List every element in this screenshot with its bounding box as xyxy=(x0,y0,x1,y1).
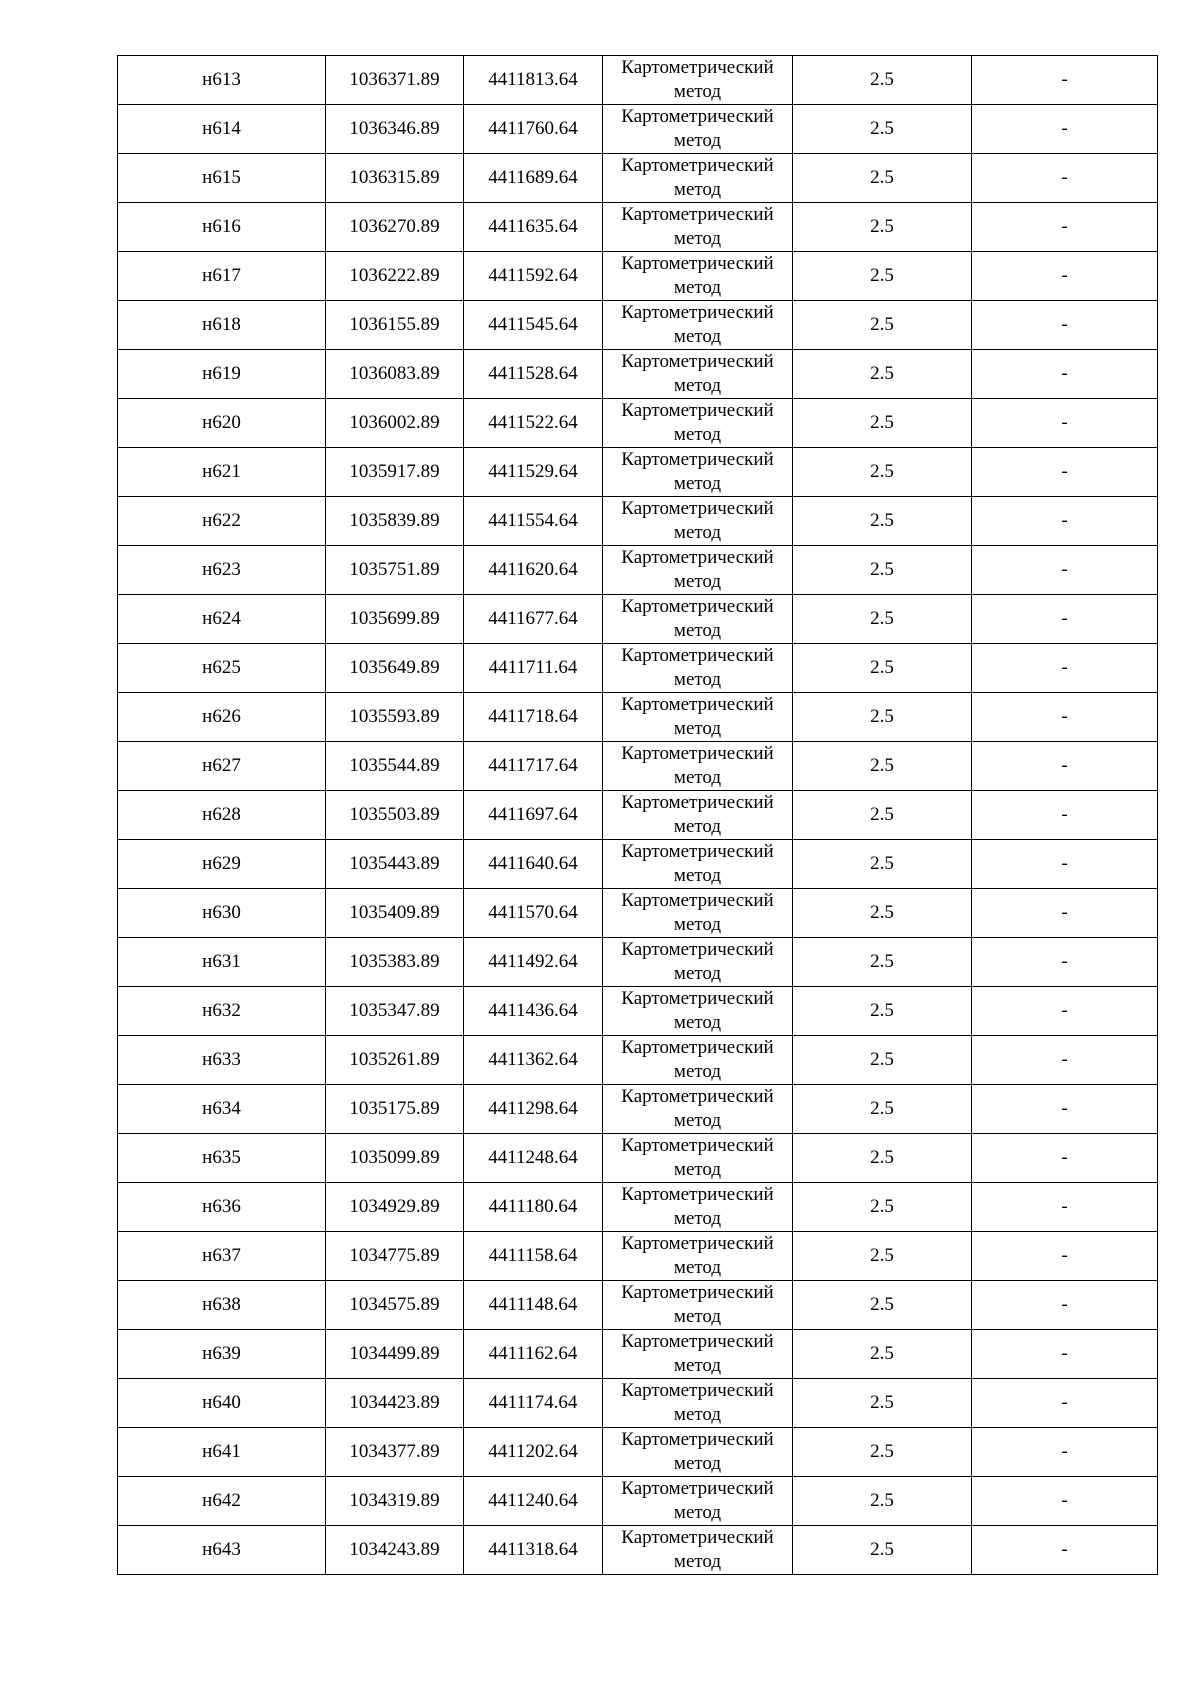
note-cell: - xyxy=(972,595,1158,644)
accuracy-cell: 2.5 xyxy=(793,1330,972,1379)
y-coordinate-cell: 4411298.64 xyxy=(464,1085,603,1134)
table-row xyxy=(118,595,1158,644)
table-row xyxy=(118,203,1158,252)
y-coordinate-cell: 4411148.64 xyxy=(464,1281,603,1330)
x-coordinate-cell: 1035699.89 xyxy=(326,595,464,644)
method-cell: Картометрический метод xyxy=(603,1232,793,1281)
point-number-cell: н643 xyxy=(118,1526,326,1575)
table-row xyxy=(118,1526,1158,1575)
x-coordinate-cell: 1035383.89 xyxy=(326,938,464,987)
table-row xyxy=(118,448,1158,497)
x-coordinate-cell: 1036315.89 xyxy=(326,154,464,203)
accuracy-cell: 2.5 xyxy=(793,301,972,350)
note-cell: - xyxy=(972,693,1158,742)
y-coordinate-cell: 4411717.64 xyxy=(464,742,603,791)
accuracy-cell: 2.5 xyxy=(793,105,972,154)
accuracy-cell: 2.5 xyxy=(793,203,972,252)
table-row xyxy=(118,1183,1158,1232)
table-row xyxy=(118,693,1158,742)
note-cell: - xyxy=(972,742,1158,791)
note-cell: - xyxy=(972,1477,1158,1526)
y-coordinate-cell: 4411570.64 xyxy=(464,889,603,938)
accuracy-cell: 2.5 xyxy=(793,742,972,791)
method-cell: Картометрический метод xyxy=(603,1183,793,1232)
table-row xyxy=(118,644,1158,693)
table-row xyxy=(118,252,1158,301)
y-coordinate-cell: 4411158.64 xyxy=(464,1232,603,1281)
x-coordinate-cell: 1036155.89 xyxy=(326,301,464,350)
x-coordinate-cell: 1034377.89 xyxy=(326,1428,464,1477)
method-cell: Картометрический метод xyxy=(603,693,793,742)
x-coordinate-cell: 1035751.89 xyxy=(326,546,464,595)
table-row xyxy=(118,1232,1158,1281)
note-cell: - xyxy=(972,889,1158,938)
y-coordinate-cell: 4411635.64 xyxy=(464,203,603,252)
point-number-cell: н634 xyxy=(118,1085,326,1134)
method-cell: Картометрический метод xyxy=(603,742,793,791)
method-cell: Картометрический метод xyxy=(603,1134,793,1183)
x-coordinate-cell: 1035593.89 xyxy=(326,693,464,742)
accuracy-cell: 2.5 xyxy=(793,448,972,497)
method-cell: Картометрический метод xyxy=(603,1379,793,1428)
accuracy-cell: 2.5 xyxy=(793,1379,972,1428)
table-row xyxy=(118,840,1158,889)
table-row xyxy=(118,791,1158,840)
x-coordinate-cell: 1036083.89 xyxy=(326,350,464,399)
y-coordinate-cell: 4411813.64 xyxy=(464,56,603,105)
point-number-cell: н622 xyxy=(118,497,326,546)
x-coordinate-cell: 1034929.89 xyxy=(326,1183,464,1232)
table-row xyxy=(118,1281,1158,1330)
y-coordinate-cell: 4411162.64 xyxy=(464,1330,603,1379)
x-coordinate-cell: 1036002.89 xyxy=(326,399,464,448)
accuracy-cell: 2.5 xyxy=(793,56,972,105)
note-cell: - xyxy=(972,1232,1158,1281)
note-cell: - xyxy=(972,791,1158,840)
note-cell: - xyxy=(972,252,1158,301)
method-cell: Картометрический метод xyxy=(603,1477,793,1526)
method-cell: Картометрический метод xyxy=(603,301,793,350)
method-cell: Картометрический метод xyxy=(603,105,793,154)
table-row xyxy=(118,1477,1158,1526)
table-row xyxy=(118,497,1158,546)
method-cell: Картометрический метод xyxy=(603,1085,793,1134)
x-coordinate-cell: 1034243.89 xyxy=(326,1526,464,1575)
note-cell: - xyxy=(972,448,1158,497)
method-cell: Картометрический метод xyxy=(603,252,793,301)
note-cell: - xyxy=(972,203,1158,252)
x-coordinate-cell: 1035917.89 xyxy=(326,448,464,497)
y-coordinate-cell: 4411689.64 xyxy=(464,154,603,203)
x-coordinate-cell: 1035175.89 xyxy=(326,1085,464,1134)
table-row xyxy=(118,889,1158,938)
method-cell: Картометрический метод xyxy=(603,154,793,203)
x-coordinate-cell: 1036270.89 xyxy=(326,203,464,252)
y-coordinate-cell: 4411436.64 xyxy=(464,987,603,1036)
y-coordinate-cell: 4411760.64 xyxy=(464,105,603,154)
method-cell: Картометрический метод xyxy=(603,791,793,840)
accuracy-cell: 2.5 xyxy=(793,399,972,448)
note-cell: - xyxy=(972,1526,1158,1575)
method-cell: Картометрический метод xyxy=(603,987,793,1036)
table-row xyxy=(118,1085,1158,1134)
table-row xyxy=(118,1036,1158,1085)
accuracy-cell: 2.5 xyxy=(793,1183,972,1232)
point-number-cell: н635 xyxy=(118,1134,326,1183)
table-row xyxy=(118,154,1158,203)
accuracy-cell: 2.5 xyxy=(793,987,972,1036)
point-number-cell: н625 xyxy=(118,644,326,693)
point-number-cell: н628 xyxy=(118,791,326,840)
note-cell: - xyxy=(972,1428,1158,1477)
note-cell: - xyxy=(972,497,1158,546)
y-coordinate-cell: 4411640.64 xyxy=(464,840,603,889)
table-row xyxy=(118,350,1158,399)
accuracy-cell: 2.5 xyxy=(793,1085,972,1134)
x-coordinate-cell: 1035649.89 xyxy=(326,644,464,693)
method-cell: Картометрический метод xyxy=(603,889,793,938)
method-cell: Картометрический метод xyxy=(603,595,793,644)
point-number-cell: н641 xyxy=(118,1428,326,1477)
coordinates-table-body xyxy=(118,56,1158,1575)
y-coordinate-cell: 4411318.64 xyxy=(464,1526,603,1575)
point-number-cell: н616 xyxy=(118,203,326,252)
accuracy-cell: 2.5 xyxy=(793,1281,972,1330)
point-number-cell: н630 xyxy=(118,889,326,938)
method-cell: Картометрический метод xyxy=(603,1036,793,1085)
note-cell: - xyxy=(972,1379,1158,1428)
table-row xyxy=(118,105,1158,154)
y-coordinate-cell: 4411174.64 xyxy=(464,1379,603,1428)
point-number-cell: н629 xyxy=(118,840,326,889)
y-coordinate-cell: 4411202.64 xyxy=(464,1428,603,1477)
method-cell: Картометрический метод xyxy=(603,938,793,987)
note-cell: - xyxy=(972,1036,1158,1085)
accuracy-cell: 2.5 xyxy=(793,840,972,889)
accuracy-cell: 2.5 xyxy=(793,595,972,644)
x-coordinate-cell: 1034775.89 xyxy=(326,1232,464,1281)
accuracy-cell: 2.5 xyxy=(793,693,972,742)
table-row xyxy=(118,301,1158,350)
table-row xyxy=(118,1428,1158,1477)
method-cell: Картометрический метод xyxy=(603,1281,793,1330)
accuracy-cell: 2.5 xyxy=(793,1526,972,1575)
y-coordinate-cell: 4411677.64 xyxy=(464,595,603,644)
table-row xyxy=(118,742,1158,791)
point-number-cell: н631 xyxy=(118,938,326,987)
note-cell: - xyxy=(972,1330,1158,1379)
point-number-cell: н637 xyxy=(118,1232,326,1281)
x-coordinate-cell: 1035261.89 xyxy=(326,1036,464,1085)
point-number-cell: н623 xyxy=(118,546,326,595)
point-number-cell: н640 xyxy=(118,1379,326,1428)
table-row xyxy=(118,1134,1158,1183)
y-coordinate-cell: 4411620.64 xyxy=(464,546,603,595)
x-coordinate-cell: 1034319.89 xyxy=(326,1477,464,1526)
method-cell: Картометрический метод xyxy=(603,840,793,889)
note-cell: - xyxy=(972,938,1158,987)
x-coordinate-cell: 1035347.89 xyxy=(326,987,464,1036)
coordinates-table xyxy=(117,55,1158,1575)
y-coordinate-cell: 4411492.64 xyxy=(464,938,603,987)
accuracy-cell: 2.5 xyxy=(793,154,972,203)
x-coordinate-cell: 1035839.89 xyxy=(326,497,464,546)
point-number-cell: н613 xyxy=(118,56,326,105)
table-row xyxy=(118,938,1158,987)
table-row xyxy=(118,987,1158,1036)
x-coordinate-cell: 1035503.89 xyxy=(326,791,464,840)
note-cell: - xyxy=(972,105,1158,154)
point-number-cell: н618 xyxy=(118,301,326,350)
table-row xyxy=(118,1330,1158,1379)
note-cell: - xyxy=(972,840,1158,889)
x-coordinate-cell: 1036346.89 xyxy=(326,105,464,154)
point-number-cell: н626 xyxy=(118,693,326,742)
method-cell: Картометрический метод xyxy=(603,546,793,595)
x-coordinate-cell: 1034575.89 xyxy=(326,1281,464,1330)
x-coordinate-cell: 1036371.89 xyxy=(326,56,464,105)
method-cell: Картометрический метод xyxy=(603,448,793,497)
accuracy-cell: 2.5 xyxy=(793,546,972,595)
accuracy-cell: 2.5 xyxy=(793,644,972,693)
method-cell: Картометрический метод xyxy=(603,203,793,252)
note-cell: - xyxy=(972,154,1158,203)
y-coordinate-cell: 4411362.64 xyxy=(464,1036,603,1085)
point-number-cell: н615 xyxy=(118,154,326,203)
accuracy-cell: 2.5 xyxy=(793,252,972,301)
x-coordinate-cell: 1035443.89 xyxy=(326,840,464,889)
point-number-cell: н627 xyxy=(118,742,326,791)
y-coordinate-cell: 4411554.64 xyxy=(464,497,603,546)
method-cell: Картометрический метод xyxy=(603,56,793,105)
y-coordinate-cell: 4411240.64 xyxy=(464,1477,603,1526)
point-number-cell: н617 xyxy=(118,252,326,301)
x-coordinate-cell: 1035409.89 xyxy=(326,889,464,938)
point-number-cell: н614 xyxy=(118,105,326,154)
x-coordinate-cell: 1034423.89 xyxy=(326,1379,464,1428)
point-number-cell: н638 xyxy=(118,1281,326,1330)
method-cell: Картометрический метод xyxy=(603,1330,793,1379)
accuracy-cell: 2.5 xyxy=(793,1036,972,1085)
accuracy-cell: 2.5 xyxy=(793,497,972,546)
point-number-cell: н636 xyxy=(118,1183,326,1232)
accuracy-cell: 2.5 xyxy=(793,1134,972,1183)
table-row xyxy=(118,56,1158,105)
note-cell: - xyxy=(972,56,1158,105)
point-number-cell: н642 xyxy=(118,1477,326,1526)
point-number-cell: н621 xyxy=(118,448,326,497)
y-coordinate-cell: 4411180.64 xyxy=(464,1183,603,1232)
accuracy-cell: 2.5 xyxy=(793,1428,972,1477)
x-coordinate-cell: 1036222.89 xyxy=(326,252,464,301)
table-row xyxy=(118,399,1158,448)
y-coordinate-cell: 4411528.64 xyxy=(464,350,603,399)
x-coordinate-cell: 1035544.89 xyxy=(326,742,464,791)
y-coordinate-cell: 4411529.64 xyxy=(464,448,603,497)
accuracy-cell: 2.5 xyxy=(793,791,972,840)
note-cell: - xyxy=(972,399,1158,448)
note-cell: - xyxy=(972,546,1158,595)
y-coordinate-cell: 4411248.64 xyxy=(464,1134,603,1183)
accuracy-cell: 2.5 xyxy=(793,1477,972,1526)
x-coordinate-cell: 1034499.89 xyxy=(326,1330,464,1379)
note-cell: - xyxy=(972,1183,1158,1232)
method-cell: Картометрический метод xyxy=(603,1526,793,1575)
method-cell: Картометрический метод xyxy=(603,644,793,693)
y-coordinate-cell: 4411697.64 xyxy=(464,791,603,840)
point-number-cell: н633 xyxy=(118,1036,326,1085)
y-coordinate-cell: 4411711.64 xyxy=(464,644,603,693)
table-row xyxy=(118,546,1158,595)
point-number-cell: н619 xyxy=(118,350,326,399)
point-number-cell: н620 xyxy=(118,399,326,448)
note-cell: - xyxy=(972,644,1158,693)
point-number-cell: н624 xyxy=(118,595,326,644)
method-cell: Картометрический метод xyxy=(603,497,793,546)
accuracy-cell: 2.5 xyxy=(793,1232,972,1281)
y-coordinate-cell: 4411592.64 xyxy=(464,252,603,301)
note-cell: - xyxy=(972,1281,1158,1330)
note-cell: - xyxy=(972,301,1158,350)
point-number-cell: н632 xyxy=(118,987,326,1036)
table-row xyxy=(118,1379,1158,1428)
x-coordinate-cell: 1035099.89 xyxy=(326,1134,464,1183)
accuracy-cell: 2.5 xyxy=(793,938,972,987)
accuracy-cell: 2.5 xyxy=(793,889,972,938)
y-coordinate-cell: 4411718.64 xyxy=(464,693,603,742)
method-cell: Картометрический метод xyxy=(603,350,793,399)
accuracy-cell: 2.5 xyxy=(793,350,972,399)
y-coordinate-cell: 4411522.64 xyxy=(464,399,603,448)
note-cell: - xyxy=(972,1134,1158,1183)
y-coordinate-cell: 4411545.64 xyxy=(464,301,603,350)
note-cell: - xyxy=(972,1085,1158,1134)
method-cell: Картометрический метод xyxy=(603,399,793,448)
note-cell: - xyxy=(972,987,1158,1036)
point-number-cell: н639 xyxy=(118,1330,326,1379)
note-cell: - xyxy=(972,350,1158,399)
method-cell: Картометрический метод xyxy=(603,1428,793,1477)
